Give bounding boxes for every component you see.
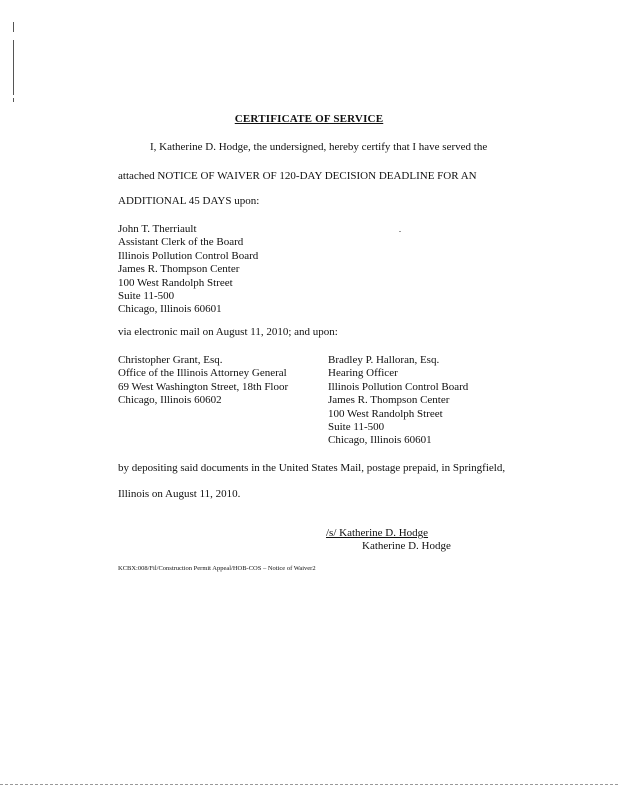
address-line: Office of the Illinois Attorney General [118,367,287,380]
intro-line-2: attached NOTICE OF WAIVER OF 120-DAY DECISION DEADLINE FOR AN [118,170,477,182]
address-line: Chicago, Illinois 60601 [328,434,432,447]
footer-file-code: KCBX:008/Fil/Construction Permit Appeal/HOB-COS – Notice of Waiver2 [118,565,316,572]
address-line: Suite 11-500 [118,290,175,303]
recipient-name: John T. Therriault [118,223,197,235]
recipient-3-address [328,354,468,448]
signature-line: /s/ Katherine D. Hodge [326,527,429,539]
deposit-line-2: Illinois on August 11, 2010. [118,488,241,500]
address-line: Illinois Pollution Control Board [118,249,259,262]
scan-speck [399,231,401,232]
intro-line-3: ADDITIONAL 45 DAYS upon: [118,195,260,207]
address-line: Illinois Pollution Control Board [328,380,469,393]
address-line: 100 West Randolph Street [118,276,233,289]
recipient-name: Christopher Grant, Esq. [118,354,223,366]
recipient-1-address [118,223,258,317]
margin-mark [13,22,14,32]
via-text: via electronic mail on August 11, 2010; and upon: [118,326,338,338]
recipient-2-address [118,354,288,408]
deposit-line-1: by depositing said documents in the United States Mail, postage prepaid, in Springfield, [118,462,506,474]
scan-edge [0,784,618,786]
address-line: James R. Thompson Center [118,263,240,276]
address-line: Chicago, Illinois 60601 [118,303,222,316]
address-line: James R. Thompson Center [328,394,450,407]
address-line: Hearing Officer [328,367,398,380]
signature-printed-name: Katherine D. Hodge [362,540,451,552]
address-line: Chicago, Illinois 60602 [118,394,222,407]
margin-mark [13,40,14,95]
address-line: 100 West Randolph Street [328,407,443,420]
address-line: 69 West Washington Street, 18th Floor [118,380,289,393]
address-line: Suite 11-500 [328,421,385,434]
recipient-name: Bradley P. Halloran, Esq. [328,354,440,366]
address-line: Assistant Clerk of the Board [118,236,244,249]
intro-line-1: I, Katherine D. Hodge, the undersigned, hereby certify that I have served the [150,141,488,153]
certificate-title: CERTIFICATE OF SERVICE [234,113,384,125]
margin-mark [13,98,14,102]
